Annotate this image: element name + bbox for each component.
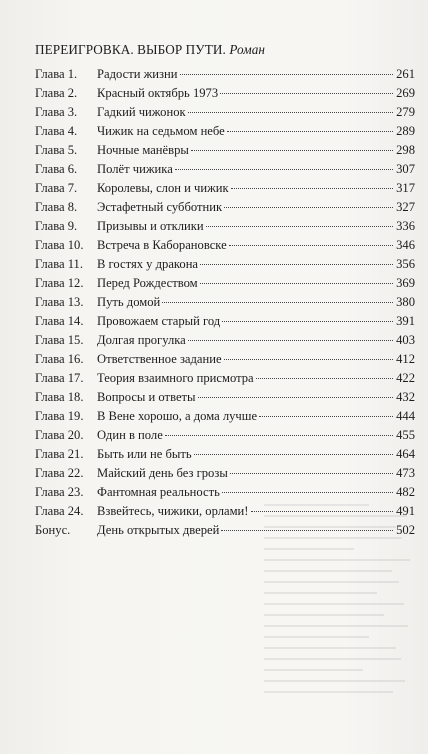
page-number: 369 [396, 276, 415, 290]
chapter-number: Глава 19. [35, 409, 84, 423]
page-number: 455 [396, 428, 415, 442]
toc-entry-label [35, 236, 227, 255]
chapter-title: Фантомная реальность [97, 485, 220, 499]
chapter-number: Глава 18. [35, 390, 84, 404]
chapter-title: Один в поле [97, 428, 163, 442]
table-of-contents [35, 42, 415, 540]
page-number: 298 [396, 143, 415, 157]
chapter-title: Полёт чижика [97, 162, 173, 176]
chapter-number: Глава 2. [35, 86, 78, 100]
dot-leader [162, 301, 393, 303]
dot-leader [200, 282, 393, 284]
toc-entry-label [35, 65, 178, 84]
toc-entry [35, 141, 415, 160]
toc-entry-label [35, 179, 229, 198]
page-number: 279 [396, 105, 415, 119]
page-number: 269 [396, 86, 415, 100]
toc-entry [35, 84, 415, 103]
chapter-title: Эстафетный субботник [97, 200, 223, 214]
toc-entry-label [35, 350, 222, 369]
dot-leader [180, 73, 394, 75]
chapter-title: Путь домой [97, 295, 161, 309]
dot-leader [222, 320, 393, 322]
chapter-title: В Вене хорошо, а дома лучше [97, 409, 258, 423]
dot-leader [165, 434, 393, 436]
chapter-title: Ночные манёвры [97, 143, 189, 157]
chapter-number: Глава 13. [35, 295, 84, 309]
dot-leader [224, 358, 393, 360]
chapter-number: Глава 22. [35, 466, 84, 480]
dot-leader [231, 187, 393, 189]
chapter-number: Бонус. [35, 523, 71, 537]
toc-entry [35, 445, 415, 464]
chapter-number: Глава 14. [35, 314, 84, 328]
toc-entry-label [35, 521, 219, 540]
page-number: 464 [396, 447, 415, 461]
chapter-number: Глава 7. [35, 181, 78, 195]
dot-leader [194, 453, 393, 455]
book-title: ПЕРЕИГРОВКА. ВЫБОР ПУТИ. [35, 42, 226, 57]
dot-leader [188, 111, 393, 113]
chapter-number: Глава 1. [35, 67, 78, 81]
chapter-title: Провожаем старый год [97, 314, 221, 328]
toc-entry-label [35, 103, 186, 122]
chapter-title: Красный октябрь 1973 [97, 86, 219, 100]
toc-entry [35, 426, 415, 445]
toc-entry-label [35, 407, 257, 426]
chapter-number: Глава 23. [35, 485, 84, 499]
page-number: 346 [396, 238, 415, 252]
toc-entry-label [35, 198, 222, 217]
chapter-title: Взвейтесь, чижики, орлами! [97, 504, 249, 518]
toc-entry [35, 407, 415, 426]
toc-entry-label [35, 141, 189, 160]
toc-entry-label [35, 369, 254, 388]
page-number: 356 [396, 257, 415, 271]
toc-entry [35, 274, 415, 293]
chapter-number: Глава 16. [35, 352, 84, 366]
toc-entry [35, 255, 415, 274]
toc-entry-label [35, 160, 173, 179]
dot-leader [188, 339, 393, 341]
chapter-title: Гадкий чижонок [97, 105, 186, 119]
dot-leader [251, 510, 394, 512]
page-number: 380 [396, 295, 415, 309]
dot-leader [230, 472, 393, 474]
page-number: 289 [396, 124, 415, 138]
page-number: 261 [396, 67, 415, 81]
toc-entry-label [35, 84, 218, 103]
dot-leader [221, 529, 393, 531]
dot-leader [222, 491, 393, 493]
dot-leader [220, 92, 393, 94]
page-number: 422 [396, 371, 415, 385]
chapter-title: Вопросы и ответы [97, 390, 196, 404]
toc-entry [35, 502, 415, 521]
toc-entry [35, 160, 415, 179]
chapter-number: Глава 11. [35, 257, 84, 271]
chapter-title: Перед Рождеством [97, 276, 198, 290]
page-number: 502 [396, 523, 415, 537]
dot-leader [198, 396, 394, 398]
page-number: 307 [396, 162, 415, 176]
chapter-number: Глава 4. [35, 124, 78, 138]
toc-entry [35, 122, 415, 141]
page-number: 391 [396, 314, 415, 328]
chapter-number: Глава 21. [35, 447, 84, 461]
chapter-number: Глава 24. [35, 504, 84, 518]
toc-entry-label [35, 388, 196, 407]
chapter-number: Глава 3. [35, 105, 78, 119]
toc-entry-label [35, 483, 220, 502]
toc-entry-label [35, 502, 249, 521]
toc-heading [35, 42, 415, 58]
toc-entry-label [35, 274, 198, 293]
chapter-title: Встреча в Каборановске [97, 238, 227, 252]
chapter-number: Глава 10. [35, 238, 84, 252]
toc-entry-label [35, 445, 192, 464]
toc-entry-label [35, 122, 225, 141]
dot-leader [259, 415, 393, 417]
chapter-title: В гостях у дракона [97, 257, 199, 271]
chapter-number: Глава 12. [35, 276, 84, 290]
page-number: 403 [396, 333, 415, 347]
dot-leader [256, 377, 393, 379]
toc-entry [35, 369, 415, 388]
chapter-title: Майский день без грозы [97, 466, 228, 480]
chapter-title: Долгая прогулка [97, 333, 186, 347]
chapter-number: Глава 8. [35, 200, 78, 214]
toc-entry [35, 65, 415, 84]
dot-leader [191, 149, 393, 151]
toc-entry [35, 217, 415, 236]
chapter-number: Глава 6. [35, 162, 78, 176]
page-number: 432 [396, 390, 415, 404]
chapter-title: Быть или не быть [97, 447, 192, 461]
toc-entry [35, 293, 415, 312]
toc-entry [35, 331, 415, 350]
dot-leader [200, 263, 393, 265]
toc-entry [35, 179, 415, 198]
chapter-number: Глава 20. [35, 428, 84, 442]
toc-entry [35, 236, 415, 255]
toc-entry [35, 312, 415, 331]
chapter-title: День открытых дверей [97, 523, 220, 537]
toc-entry-label [35, 312, 220, 331]
dot-leader [229, 244, 393, 246]
toc-entry-label [35, 217, 204, 236]
chapter-title: Ответственное задание [97, 352, 222, 366]
dot-leader [227, 130, 393, 132]
dot-leader [206, 225, 393, 227]
chapter-title: Теория взаимного присмотра [97, 371, 254, 385]
page-number: 482 [396, 485, 415, 499]
toc-entries [35, 65, 415, 540]
page-number: 412 [396, 352, 415, 366]
chapter-title: Чижик на седьмом небе [97, 124, 225, 138]
toc-entry [35, 464, 415, 483]
chapter-number: Глава 15. [35, 333, 84, 347]
toc-entry-label [35, 426, 163, 445]
toc-entry [35, 350, 415, 369]
page-number: 444 [396, 409, 415, 423]
chapter-title: Радости жизни [97, 67, 178, 81]
book-genre: Роман [229, 42, 266, 57]
page-number: 336 [396, 219, 415, 233]
toc-entry-label [35, 255, 198, 274]
dot-leader [224, 206, 393, 208]
toc-entry [35, 103, 415, 122]
toc-entry [35, 483, 415, 502]
toc-entry-label [35, 293, 160, 312]
chapter-title: Королевы, слон и чижик [97, 181, 229, 195]
page-number: 317 [396, 181, 415, 195]
toc-entry [35, 388, 415, 407]
dot-leader [175, 168, 393, 170]
chapter-title: Призывы и отклики [97, 219, 204, 233]
toc-entry-label [35, 464, 228, 483]
page-number: 327 [396, 200, 415, 214]
page-number: 491 [396, 504, 415, 518]
chapter-number: Глава 9. [35, 219, 78, 233]
toc-entry-label [35, 331, 186, 350]
page-number: 473 [396, 466, 415, 480]
chapter-number: Глава 5. [35, 143, 78, 157]
chapter-number: Глава 17. [35, 371, 84, 385]
toc-entry [35, 198, 415, 217]
toc-entry [35, 521, 415, 540]
